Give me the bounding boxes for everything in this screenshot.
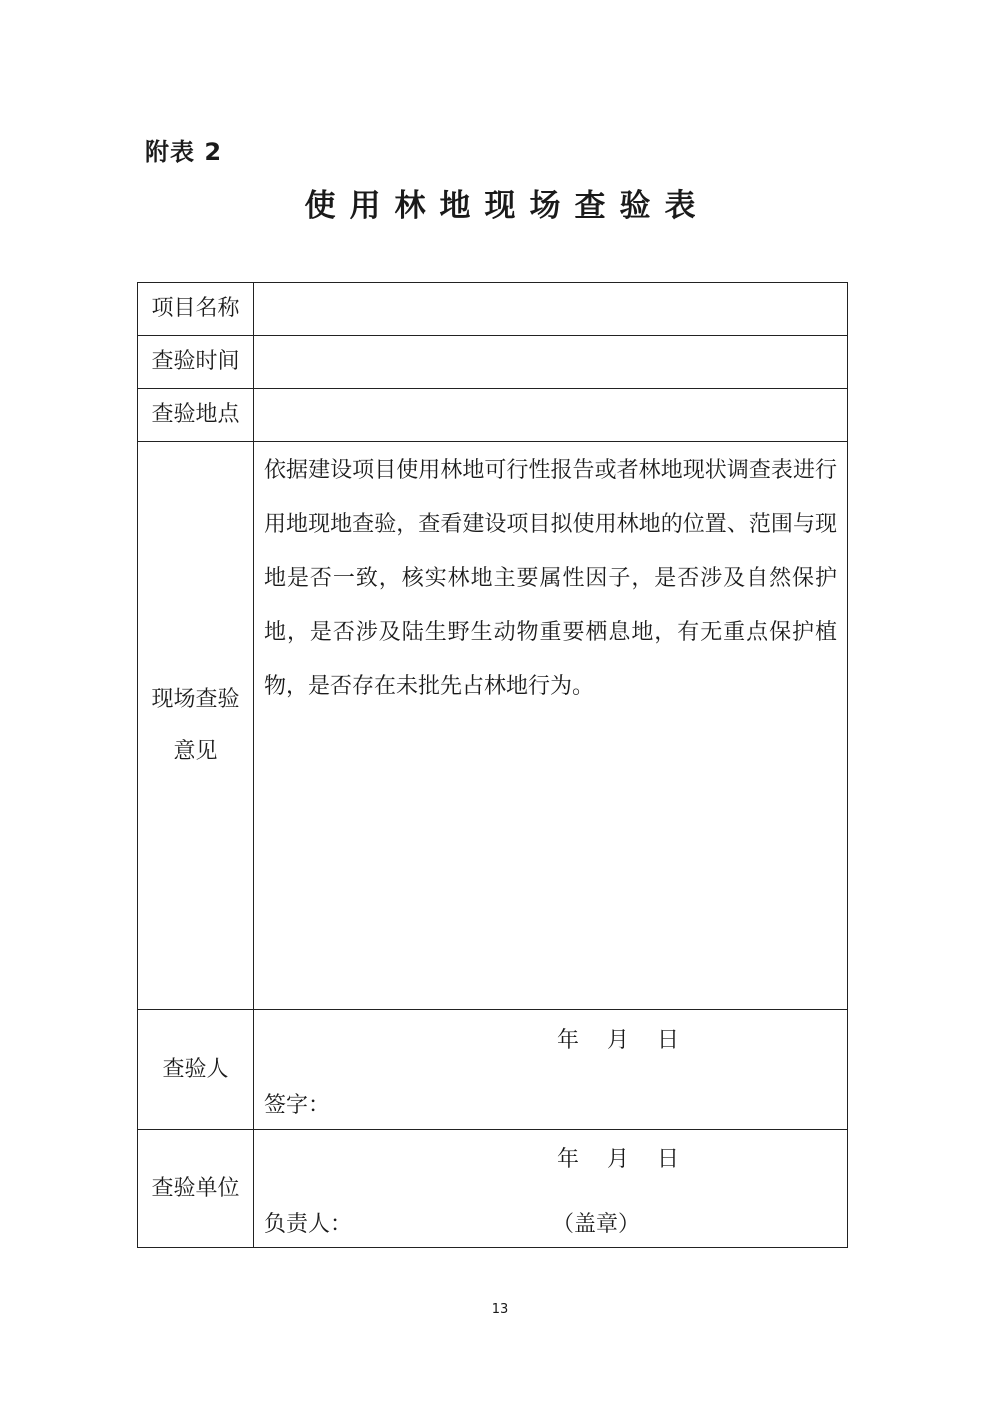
document-title: 使用林地现场查验表 xyxy=(304,188,710,224)
unit-row xyxy=(138,1130,848,1248)
project-name-label: 项目名称 xyxy=(138,283,254,336)
inspection-time-field[interactable] xyxy=(254,336,848,389)
inspector-label: 查验人 xyxy=(138,1010,254,1130)
inspection-location-field[interactable] xyxy=(254,389,848,442)
unit-sign-field[interactable] xyxy=(254,1130,848,1248)
opinion-label xyxy=(138,442,254,1010)
project-name-field[interactable] xyxy=(254,283,848,336)
page-number: 13 xyxy=(491,1302,509,1317)
inspection-location-label: 查验地点 xyxy=(138,389,254,442)
inspector-sign-field[interactable] xyxy=(254,1010,848,1130)
opinion-field[interactable] xyxy=(254,442,848,1010)
opinion-row xyxy=(138,442,848,1010)
unit-label: 查验单位 xyxy=(138,1130,254,1248)
inspection-form-table xyxy=(137,282,848,1248)
inspection-time-label: 查验时间 xyxy=(138,336,254,389)
opinion-label-line1: 现场查验 xyxy=(151,686,240,712)
inspector-date: 年 月 日 xyxy=(557,1027,679,1053)
project-name-row xyxy=(138,283,848,336)
unit-date: 年 月 日 xyxy=(557,1146,679,1172)
opinion-text: 依据建设项目使用林地可行性报告或者林地现状调查表进行用地现地查验，查看建设项目拟使用林地的位置、范围与现地是否一致，核实林地主要属性因子，是否涉及自然保护地，是否涉及陆生野生动物重要栖息地，有无重点保护植物，是否存在未批先占林地行为。 xyxy=(264,458,837,699)
inspector-sign-label: 签字： xyxy=(264,1092,331,1118)
inspector-row xyxy=(138,1010,848,1130)
unit-responsible-label: 负责人： xyxy=(264,1211,353,1237)
inspection-time-row xyxy=(138,336,848,389)
unit-stamp-label: （盖章） xyxy=(552,1211,641,1237)
annex-label: 附表 2 xyxy=(145,138,223,166)
inspection-location-row xyxy=(138,389,848,442)
opinion-label-line2: 意见 xyxy=(173,738,218,764)
